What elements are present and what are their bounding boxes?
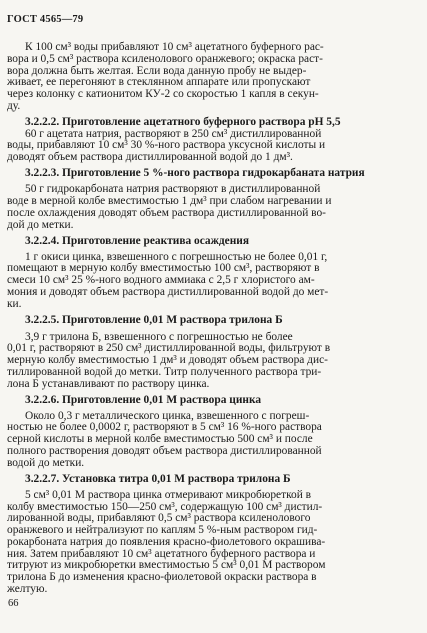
- text-line: Около 0,3 г металлического цинка, взвешенного с погреш-: [25, 409, 310, 422]
- text-line: 60 г ацетата натрия, растворяют в 250 см³ дистиллированной: [25, 127, 322, 140]
- text-line: дой до метки.: [7, 218, 74, 231]
- text-line: ния. Затем прибавляют 10 см³ ацетатного буферного раствора и: [7, 547, 316, 560]
- section-heading: 3.2.2.5. Приготовление 0,01 М раствора трилона Б: [25, 313, 283, 326]
- text-line: рокарбоната натрия до появления красно-фиолетового окрашива-: [7, 535, 326, 548]
- text-line: вора и 0,5 см³ раствора ксиленолового оранжевого; окраска раст-: [7, 52, 323, 65]
- section-heading: 3.2.2.2. Приготовление ацетатного буферного раствора рН 5,5: [25, 115, 341, 128]
- text-line: лированной воды, прибавляют 0,5 см³ раствора ксиленолового: [7, 512, 311, 525]
- text-line: серной кислоты в мерной колбе вместимостью 500 см³ и после: [7, 433, 313, 446]
- text-line: полного растворения доводят объем раствора дистиллированной: [7, 444, 322, 457]
- text-line: доводят объем раствора дистиллированной водой до 1 дм³.: [7, 151, 293, 164]
- text-line: лона Б устанавливают по раствору цинка.: [7, 377, 210, 390]
- text-line: 50 г гидрокарбоната натрия растворяют в дистиллированной: [25, 183, 321, 196]
- text-line: 5 см³ 0,01 М раствора цинка отмеривают микробюреткой в: [25, 488, 312, 501]
- text-line: воды, прибавляют 10 см³ 30 %-ного раствора уксусной кислоты и: [7, 139, 326, 152]
- text-line: вора должна быть желтая. Если вода данную пробу не выдер-: [7, 64, 307, 77]
- text-line: ки.: [7, 297, 22, 310]
- text-line: К 100 см³ воды прибавляют 10 см³ ацетатного буферного рас-: [25, 41, 324, 53]
- text-line: живает, ее перегоняют в стеклянном аппарате или пропускают: [7, 76, 311, 89]
- text-line: тиллированной водой до метки. Титр полученного раствора три-: [7, 365, 322, 378]
- text-line: после охлаждения доводят объем раствора дистиллированной во-: [7, 206, 326, 219]
- text-line: через колонку с катионитом КУ-2 со скоростью 1 капля в секун-: [7, 88, 319, 101]
- section-heading: 3.2.2.3. Приготовление 5 %-ного раствора гидрокарбаната натрия: [25, 167, 365, 180]
- text-line: смеси 10 см³ 25 %-ного водного аммиака с 2,5 г хлористого ам-: [7, 274, 315, 287]
- text-line: воде в мерной колбе вместимостью 1 дм³ при слабом нагревании и: [7, 195, 332, 207]
- page-number: 66: [8, 598, 19, 609]
- section-heading: 3.2.2.7. Установка титра 0,01 М раствора трилона Б: [25, 472, 291, 485]
- text-line: мерную колбу вместимостью 1 дм³ и доводят объем раствора дис-: [7, 354, 328, 367]
- text-line: желтую.: [7, 583, 48, 595]
- text-line: 0,01 г, растворяют в 250 см³ дистиллированной воды, фильтруют в: [7, 342, 331, 355]
- text-line: трилона Б до изменения красно-фиолетовой окраски раствора в: [7, 571, 317, 584]
- text-line: титруют из микробюретки вместимостью 5 см³ 0,01 М раствором: [7, 559, 326, 572]
- text-line: оранжевого и нейтрализуют по каплям 5 %-ным раствором гид-: [7, 524, 318, 537]
- section-heading: 3.2.2.6. Приготовление 0,01 М раствора цинка: [25, 393, 262, 406]
- text-line: водой до метки.: [7, 456, 85, 469]
- document-header: ГОСТ 4565—79: [7, 14, 84, 25]
- section-heading: 3.2.2.4. Приготовление реактива осаждения: [25, 234, 249, 247]
- text-line: колбу вместимостью 150—250 см³, содержащую 100 см³ дистил-: [7, 500, 323, 513]
- text-line: ду.: [7, 99, 21, 112]
- text-line: ностью не более 0,0002 г, растворяют в 5 см³ 16 %-ного раствора: [7, 421, 322, 434]
- text-line: 3,9 г трилона Б, взвешенного с погрешностью не более: [25, 330, 293, 343]
- text-line: мония и доводят объем раствора дистиллированной водой до мет-: [7, 285, 329, 298]
- text-line: помещают в мерную колбу вместимостью 100 см³, растворяют в: [7, 262, 320, 275]
- text-line: 1 г окиси цинка, взвешенного с погрешностью не более 0,01 г,: [25, 250, 328, 263]
